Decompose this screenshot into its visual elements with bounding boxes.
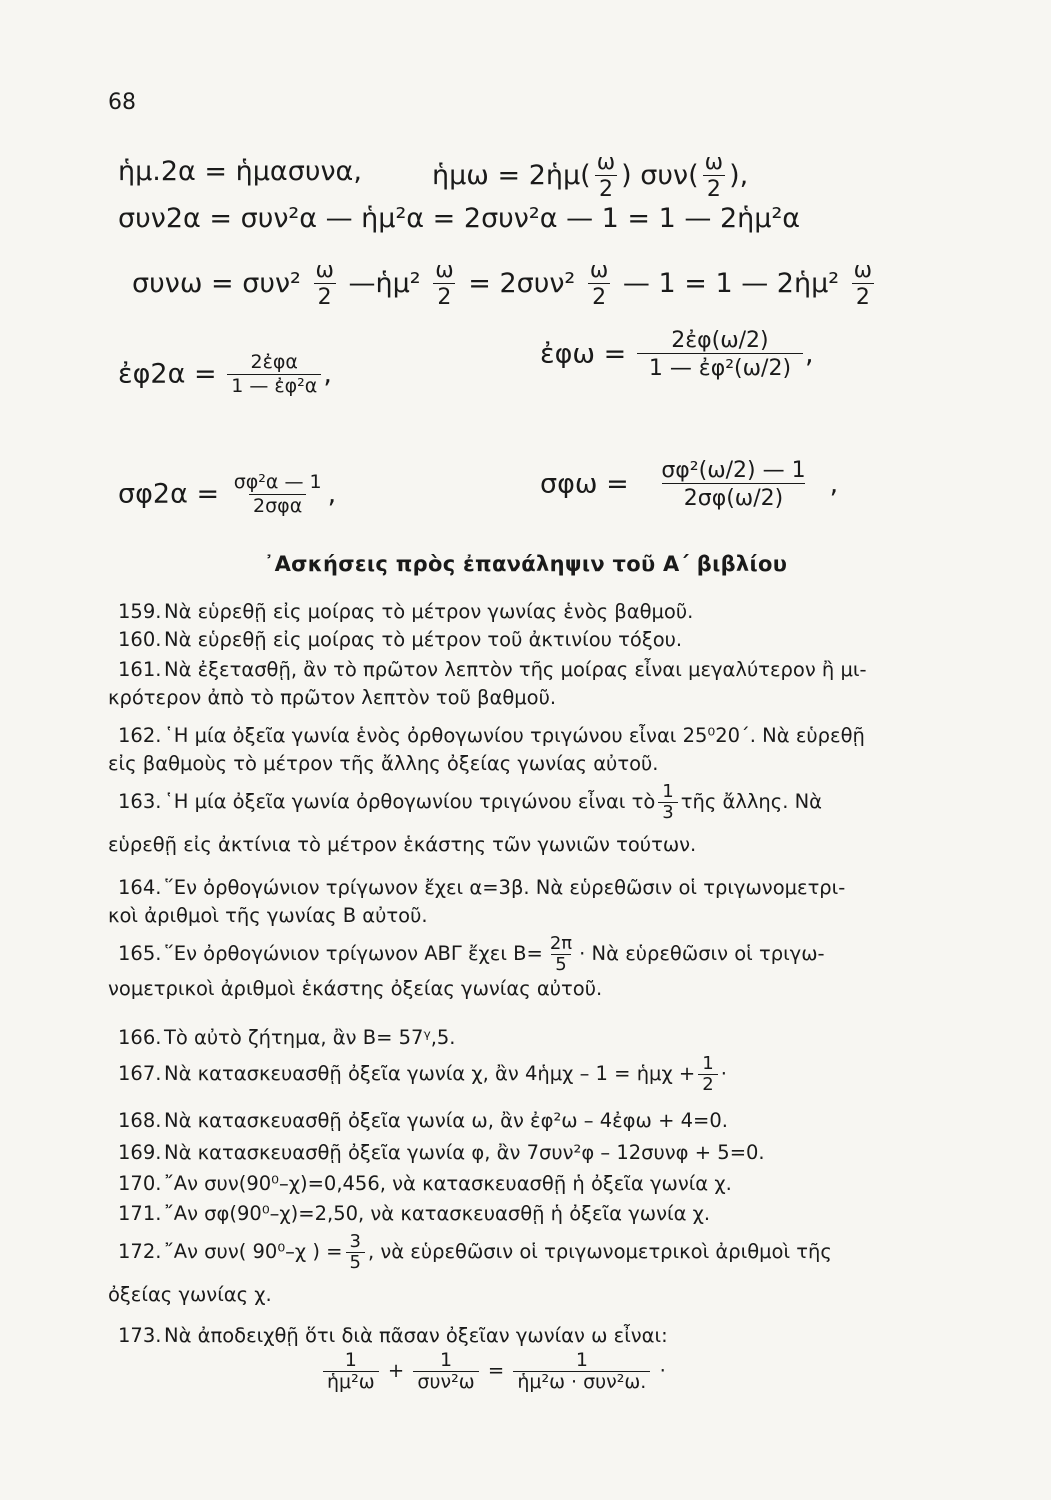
exercise-165: 165. ῞Εν ὀρθογώνιον τρίγωνον ΑΒΓ ἔχει Β= $\frac{2\pi}{5}$ · Νὰ εὑρεθῶσιν οἱ τριγω- νομετρικοὶ ἀριθμοὶ ἑκάστης ὀξείας γωνίας αὐτοῦ. [108, 933, 825, 1000]
exercise-172: 172. ῎Αν συν( 90⁰–χ ) = $\frac{3}{5}$ , νὰ εὑρεθῶσιν οἱ τριγωνομετρικοὶ ἀριθμοὶ τῆς ὀξείας γωνίας χ. [108, 1231, 832, 1306]
exercise-166: 166. Τὸ αὐτὸ ζήτημα, ἂν Β= 57ᵞ,5. [118, 1026, 456, 1049]
exercise-170: 170. ῎Αν συν(90⁰–χ)=0,456, νὰ κατασκευασθῇ ἡ ὀξεῖα γωνία χ. [118, 1172, 732, 1195]
section-heading: ᾿Ασκήσεις πρὸς ἐπανάληψιν τοῦ Α΄ βιβλίου [263, 552, 788, 576]
half-angle-fraction: $\frac{\omega}{2}$ [596, 150, 616, 203]
exercise-168: 168. Νὰ κατασκευασθῇ ὀξεῖα γωνία ω, ἂν ἐφ²ω – 4ἐφω + 4=0. [118, 1109, 728, 1132]
half-angle-fraction: $\frac{\omega}{2}$ [704, 150, 724, 203]
formula-text: ἡμ.2α = ἡμασυνα, [118, 156, 362, 187]
exercise-160: 160. Νὰ εὑρεθῇ εἰς μοίρας τὸ μέτρον τοῦ ἀκτινίου τόξου. [118, 628, 683, 651]
final-identity: $\frac{1}{\text{ἡμ²ω}}$ + 1 συν²ω = 1 ἡμ²ω · συν²ω. · [320, 1350, 666, 1393]
exercise-167: 167. Νὰ κατασκευασθῇ ὀξεῖα γωνία χ, ἂν 4ἡμχ – 1 = ἡμχ + $\frac{1}{2}$ · [118, 1053, 727, 1095]
exercise-159: 159. Νὰ εὑρεθῇ εἰς μοίρας τὸ μέτρον γωνίας ἑνὸς βαθμοῦ. [118, 600, 694, 623]
formula-text: συν [640, 159, 689, 191]
formula-sin2a [118, 158, 362, 185]
formula-sinw: ἡμω = 2ἡμ( $\frac{\omega}{2}$ ) συν( $\frac{\omega}{2}$ ), [432, 150, 749, 203]
formula-cosw: συνω = συν² $\frac{\omega}{2}$ —ἡμ² $\frac{\omega}{2}$ = 2συν² $\frac{\omega}{2}$ — 1 = 1 — 2ἡμ² $\frac{\omega}{2}$ [132, 258, 873, 311]
page-number: 68 [108, 90, 136, 115]
formula-text: ἡμω = 2ἡμ [432, 159, 581, 191]
exercise-163: 163. ῾Η μία ὀξεῖα γωνία ὀρθογωνίου τριγώνου εἶναι τὸ $\frac{1}{3}$ τῆς ἄλλης. Νὰ εὑρεθῇ εἰς ἀκτίνια τὸ μέτρον ἑκάστης τῶν γωνιῶν τούτων. [108, 781, 823, 856]
formula-tan2a: ἐφ2α = $\frac{\text{2ἐφα}}{\text{1 — ἐφ²α}}$ , [118, 351, 332, 397]
exercise-162: 162. ῾Η μία ὀξεῖα γωνία ἑνὸς ὀρθογωνίου τριγώνου εἶναι 25⁰20΄. Νὰ εὑρεθῇ εἰς βαθμοὺς τὸ μέτρον τῆς ἄλλης ὀξείας γωνίας αὐτοῦ. [108, 724, 865, 776]
exercise-169: 169. Νὰ κατασκευασθῇ ὀξεῖα γωνία φ, ἂν 7συν²φ – 12συνφ + 5=0. [118, 1141, 765, 1164]
exercise-164: 164. ῞Εν ὀρθογώνιον τρίγωνον ἔχει α=3β. Νὰ εὑρεθῶσιν οἱ τριγωνομετρι- κοὶ ἀριθμοὶ τῆς γωνίας Β αὐτοῦ. [108, 876, 846, 928]
formula-cos2a: συν2α = συν²α — ἡμ²α = 2συν²α — 1 = 1 — 2ἡμ²α [118, 203, 801, 234]
formula-tanw: ἐφω = $\frac{\text{2ἐφ(ω/2)}}{\text{1 — ἐφ²(ω/2)}}$ , [540, 328, 814, 382]
formula-cot2a: σφ2α = $\frac{\text{σφ²α — 1}}{\text{2σφα}}$ , [118, 471, 337, 517]
exercise-171: 171. ῎Αν σφ(90⁰–χ)=2,50, νὰ κατασκευασθῇ ἡ ὀξεῖα γωνία χ. [118, 1202, 711, 1225]
exercise-161: 161. Νὰ ἐξετασθῇ, ἂν τὸ πρῶτον λεπτὸν τῆς μοίρας εἶναι μεγαλύτερον ἢ μι- κρότερον ἀπὸ τὸ πρῶτον λεπτὸν τοῦ βαθμοῦ. [108, 658, 867, 710]
formula-cotw: σφω = $\frac{\text{σφ²(ω/2) — 1}}{2\sigma\varphi(\omega/2)}$ , [540, 458, 839, 512]
exercise-173: 173. Νὰ ἀποδειχθῇ ὅτι διὰ πᾶσαν ὀξεῖαν γωνίαν ω εἶναι: [118, 1324, 668, 1347]
